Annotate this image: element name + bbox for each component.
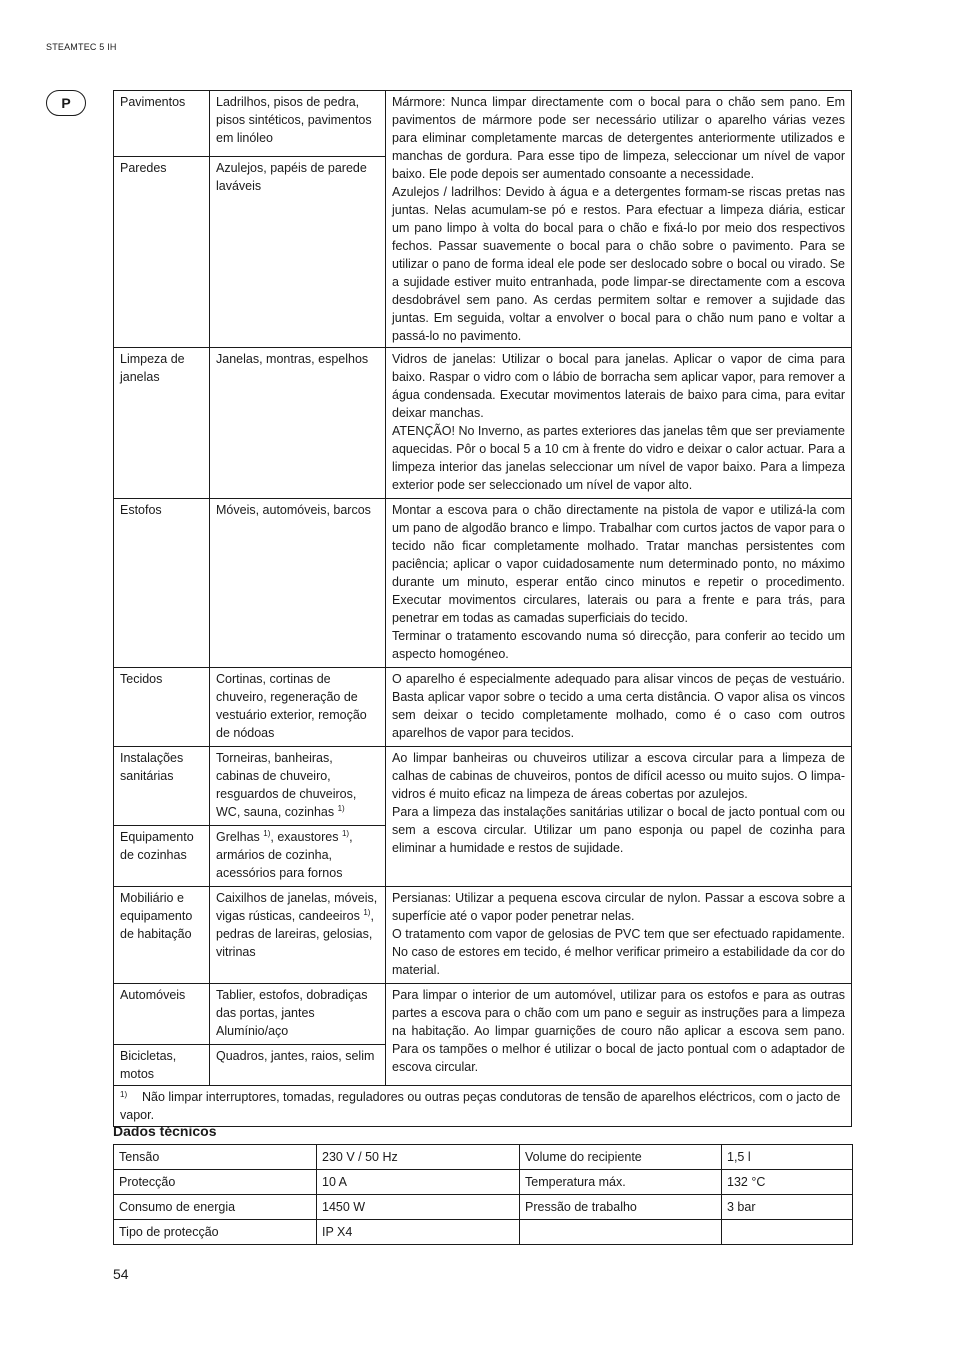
area-cell: Paredes: [114, 156, 210, 347]
table-row: [114, 91, 852, 157]
footnote-reference: 1): [337, 803, 345, 813]
technical-data-table: [113, 1144, 853, 1245]
spec-label: Pressão de trabalho: [520, 1195, 722, 1220]
technical-data-title: Dados técnicos: [113, 1123, 217, 1139]
spec-label: Tipo de protecção: [114, 1220, 317, 1245]
description-cell: Mármore: Nunca limpar directamente com o bocal para o chão sem pano. Em pavimentos de mármore pode ser necessário utilizar o aparelho várias vezes para eliminar completamente marcas de detergentes anteriormente utilizados e manchas de gordura. Para esse tipo de limpeza, seleccionar um nível de vapor baixo. Ele pode depois ser aumentado consoante a necessidade. Azulejos / ladrilhos: Devido à água e a detergentes formam-se riscas pretas nas juntas. Nelas acumulam-se pó e restos. Para efectuar a limpeza diária, esticar um pano limpo à volta do bocal para o chão e fixá-lo por meio dos respectivos fechos. Passar suavemente o bocal para o chão sobre o pavimento. Para se utilizar o pano de forma ideal ele pode ser deslocado sobre o bocal ou virado. Se a sujidade estiver muito entranhada, pode limpar-se directamente com a escova desdobrável sem pano. As cerdas permitem soltar e remover a sujidade das juntas. Em seguida, voltar a envolver o bocal para o chão num pano e voltar a passá-lo no pavimento.: [386, 91, 852, 348]
footnote-marker: 1): [120, 1090, 128, 1099]
area-cell: Limpeza de janelas: [114, 348, 210, 499]
table-row: [114, 984, 852, 1045]
spec-label: Consumo de energia: [114, 1195, 317, 1220]
surfaces-cell: Tablier, estofos, dobradiças das portas, jantes Alumínio/aço: [210, 984, 386, 1045]
surfaces-cell: Janelas, montras, espelhos: [210, 348, 386, 499]
description-cell: Persianas: Utilizar a pequena escova circular de nylon. Passar a escova sobre a superfície até o vapor poder penetrar nelas. O tratamento com vapor de gelosias de PVC tem que ser efectuado rapidamente. No caso de estores em tecido, é melhor verificar primeiro a estabilidade da cor do material.: [386, 887, 852, 984]
area-cell: Pavimentos: [114, 91, 210, 157]
footnote-text: Não limpar interruptores, tomadas, reguladores ou outras peças condutoras de tensão de aparelhos eléctricos, com o jacto de vapor.: [120, 1090, 841, 1122]
surfaces-cell: [210, 747, 386, 826]
surfaces-cell: Cortinas, cortinas de chuveiro, regeneração de vestuário exterior, remoção de nódoas: [210, 668, 386, 747]
description-cell: Montar a escova para o chão directamente na pistola de vapor e utilizá-la com um pano de algodão branco e limpo. Trabalhar com curtos jactos de vapor para o tecido não ficar completamente molhado. Tratar manchas persistentes com paciência; aplicar o vapor cuidadosamente num determinado ponto, no máximo durante um minuto, esperar então cinco minutos e repetir o procedimento. Executar movimentos circulares, laterais ou para a frente e para trás, para penetrar em todas as camadas superficiais do tecido. Terminar o tratamento escovando numa só direcção, para conferir ao tecido um aspecto homogéneo.: [386, 499, 852, 668]
surfaces-cell: Móveis, automóveis, barcos: [210, 499, 386, 668]
spec-label: Temperatura máx.: [520, 1170, 722, 1195]
description-cell: Para limpar o interior de um automóvel, utilizar para os estofos e para as outras partes a escova para o chão com um pano e seguir as instruções para a limpeza na habitação. Ao limpar guarnições de couro não aplicar a escova sem pano. Para os tampões o melhor é utilizar o bocal de jacto pontual com o adaptador de escova circular.: [386, 984, 852, 1086]
area-cell: Equipamento de cozinhas: [114, 826, 210, 887]
surfaces-text: , pedras de lareiras, gelosias, vitrinas: [216, 909, 374, 959]
surfaces-cell: Quadros, jantes, raios, selim: [210, 1045, 386, 1086]
surfaces-text: , exaustores: [270, 830, 339, 844]
surfaces-text: , armários de cozinha, acessórios para fornos: [216, 830, 353, 880]
spec-value: 230 V / 50 Hz: [317, 1145, 520, 1170]
area-cell: Instalações sanitárias: [114, 747, 210, 826]
surfaces-text: Caixilhos de janelas, móveis, vigas rústicas, candeeiros: [216, 891, 378, 923]
table-row: [114, 1195, 853, 1220]
description-cell: O aparelho é especialmente adequado para alisar vincos de peças de vestuário. Basta aplicar vapor sobre o tecido a uma certa distância. O vapor alisa os vincos sem deixar o tecido completamente molhado, como é o caso com outros aparelhos de vapor para tecidos.: [386, 668, 852, 747]
description-cell: Ao limpar banheiras ou chuveiros utilizar a escova circular para a limpeza de calhas de cabinas de chuveiros, pontos de difícil acesso ou muito sujos. O limpa-vidros é muito eficaz na limpeza de áreas cobertas por azulejos. Para a limpeza das instalações sanitárias utilizar o bocal de jacto pontual com ou sem a escova circular. Utilizar um pano esponja ou papel de cozinha para eliminar a humidade e restos de sujidade.: [386, 747, 852, 887]
spec-label: Tensão: [114, 1145, 317, 1170]
spec-value: 1,5 l: [722, 1145, 853, 1170]
surfaces-cell: [210, 826, 386, 887]
table-row: [114, 887, 852, 984]
spec-value: 3 bar: [722, 1195, 853, 1220]
surfaces-text: Torneiras, banheiras, cabinas de chuveiro, resguardos de chuveiros, WC, sauna, cozinhas: [216, 751, 357, 819]
spec-value: 1450 W: [317, 1195, 520, 1220]
spec-label: Volume do recipiente: [520, 1145, 722, 1170]
footnote-row: [114, 1086, 852, 1127]
surfaces-cell: [210, 887, 386, 984]
area-cell: Mobiliário e equipamento de habitação: [114, 887, 210, 984]
language-badge: P: [46, 90, 86, 116]
table-row: [114, 1145, 853, 1170]
footnote-reference: 1): [263, 828, 271, 838]
description-cell: Vidros de janelas: Utilizar o bocal para janelas. Aplicar o vapor de cima para baixo. Raspar o vidro com o lábio de borracha sem aplicar vapor, para remover a água condensada. Executar movimentos laterais de baixo para cima, para evitar deixar manchas. ATENÇÃO! No Inverno, as partes exteriores das janelas têm que ser previamente aquecidas. Pôr o bocal 5 a 10 cm à frente do vidro e deixar o calor actuar. Para a limpeza interior das janelas seleccionar um nível de vapor baixo. Para a limpeza exterior pode ser seleccionado um nível de vapor alto.: [386, 348, 852, 499]
surfaces-cell: Ladrilhos, pisos de pedra, pisos sintéticos, pavimentos em linóleo: [210, 91, 386, 157]
area-cell: Tecidos: [114, 668, 210, 747]
area-cell: Estofos: [114, 499, 210, 668]
footnote-reference: 1): [363, 907, 371, 917]
cleaning-applications-table: [113, 90, 852, 1127]
spec-label: Protecção: [114, 1170, 317, 1195]
spec-value: 132 °C: [722, 1170, 853, 1195]
spec-value: IP X4: [317, 1220, 520, 1245]
table-row: [114, 747, 852, 826]
footnote: [114, 1086, 852, 1127]
table-row: [114, 668, 852, 747]
surfaces-cell: Azulejos, papéis de parede laváveis: [210, 156, 386, 347]
surfaces-text: Grelhas: [216, 830, 260, 844]
spec-value: [722, 1220, 853, 1245]
table-row: [114, 499, 852, 668]
page-number: 54: [113, 1266, 129, 1282]
footnote-reference: 1): [341, 828, 350, 838]
spec-label: [520, 1220, 722, 1245]
spec-value: 10 A: [317, 1170, 520, 1195]
document-header: STEAMTEC 5 IH: [46, 42, 117, 52]
table-row: [114, 1220, 853, 1245]
table-row: [114, 1170, 853, 1195]
table-row: [114, 348, 852, 499]
area-cell: Automóveis: [114, 984, 210, 1045]
area-cell: Bicicletas, motos: [114, 1045, 210, 1086]
